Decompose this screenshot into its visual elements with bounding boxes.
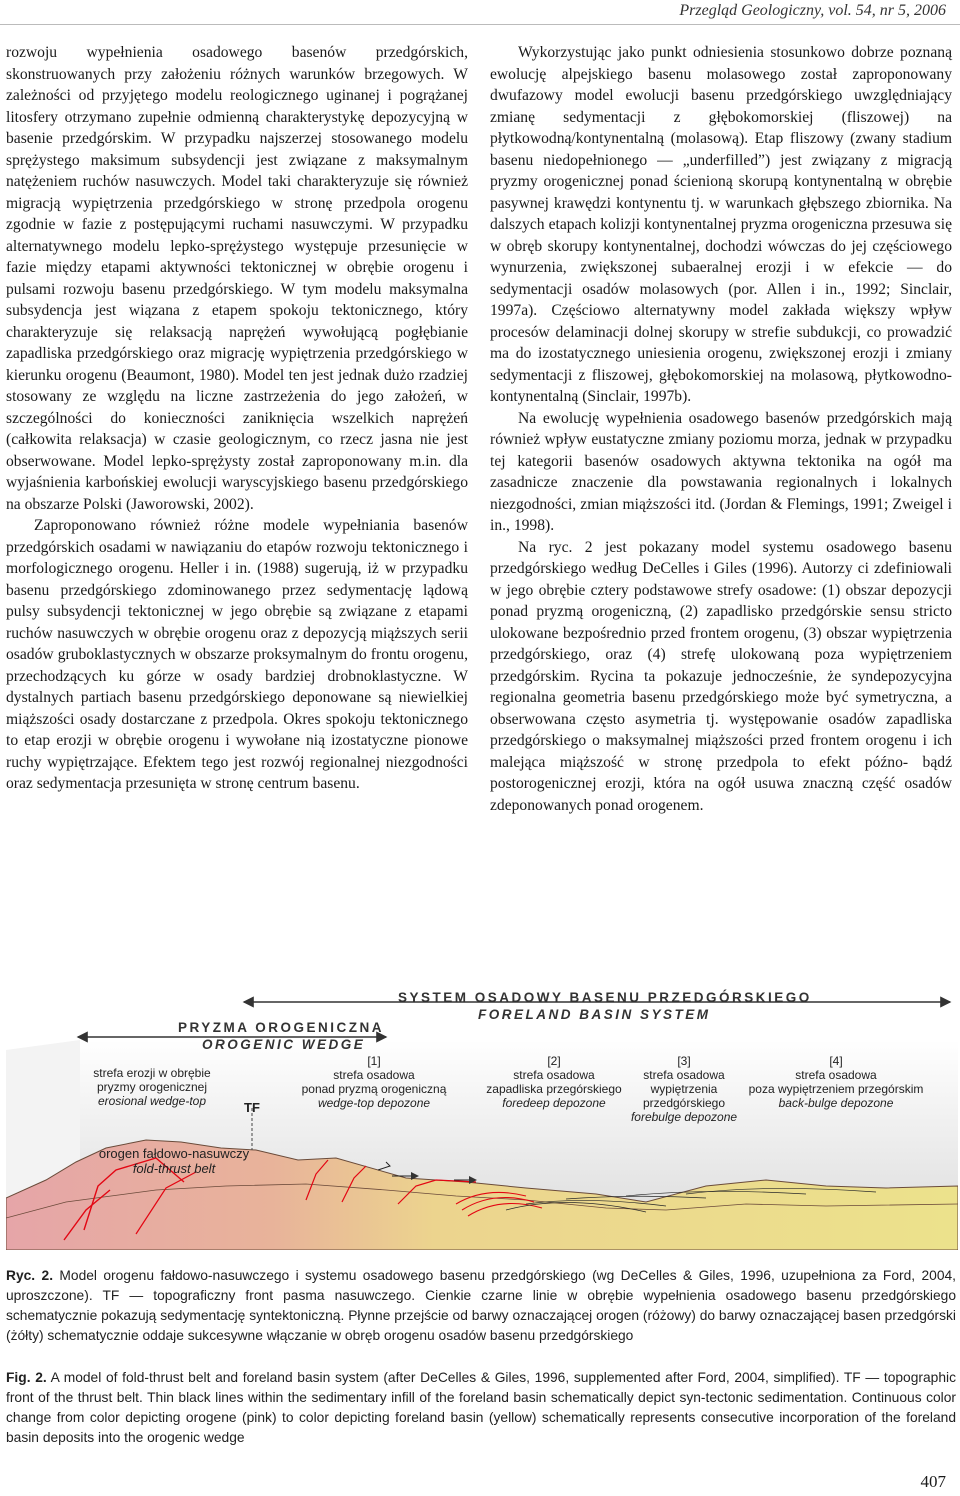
paragraph: Na ewolucję wypełnienia osadowego basenów przedgórskich mają również wpływ eustatyczne zmiany poziomu morza, jednak w przypadku tej kategorii basenów osadowych aktywna tektonika na ogół ma zasadnicze znaczenie dla powstawania regionalnych i lokalnych niezgodności, zmian miąższości itd. (Jordan & Flemings, 1991; Zweigel i in., 1998). [490,409,952,534]
figure-foreland-basin-model [6,990,958,1250]
paragraph: Zaproponowano również różne modele wypełniania basenów przedgórskich osadami w nawiązaniu do etapów rozwoju tektonicznego i morfologicznego orogenu. Heller i in. (1988) sugerują, iż w przypadku basenu przedgórskiego zdominowanego przez sedymentację lądową pulsy subsydencji tektonicznej w jego obrębie są związane z etapami ruchów nasuwczych w obrębie orogenu oraz z depozycją miąższych serii osadów gruboklastycznych w obszarze proksymalnym do frontu orogenu, przechodzących ku górze w osady bardziej drobnoklastyczne. W dystalnych partiach basenu przedgórskiego deponowane są niewielkiej miąższości osady dostarczane z przedpola. Okres spokoju tektonicznego to etap erozji w obrębie orogenu i wywołane nią izostatyczne pionowe ruchy wypiętrzające. Efektem tego jest rozwój regionalnej niezgodności oraz sedymentacja przesunięta w stronę centrum basenu. [6,517,468,792]
paragraph: Na ryc. 2 jest pokazany model systemu osadowego basenu przedgórskiego według DeCelles i Giles (1996). Autorzy ci zdefiniowali w jego obrębie cztery podstawowe strefy osadowe: (1) obszar depozycji ponad pryzmą orogeniczną, (2) zapadlisko przedgórskie sensu stricto ulokowane bezpośrednio przed frontem orogenu, (3) obszar wypiętrzenia przedgórskiego, oraz (4) strefę ulokowaną poza wypiętrzeniem przedgórskim. Rycina ta pokazuje jednocześnie, że syndepozycyjna regionalna geometria basenu przedgórskiego może być symetryczna, a obserwowana często asymetria tj. występowanie osadów zapadliska przedgórskiego o maksymalnej miąższości przed frontem orogenu i ich malejąca miąższość w stronę przedpola to efekt późno- bądź postorogenicznej erozji, która na ogół usuwa znaczną część osadów zdeponowanych ponad orogenem. [490,538,952,814]
figure-caption-pl [6,1266,956,1346]
erosional-zone-label [82,1066,222,1108]
caption-label: Fig. 2. [6,1370,47,1385]
zone-number: [3] [677,1054,691,1068]
zone-number: [2] [547,1054,561,1068]
label-line: erosional wedge-top [97,1094,207,1108]
label-line: forebulge depozone [630,1110,738,1124]
figure-caption-en [6,1368,956,1448]
label-line: strefa osadowa [513,1068,595,1082]
label-line: pryzmy orogenicznej [96,1080,208,1094]
label-line: poza wypiętrzeniem przegórskim [748,1082,924,1096]
label-line: strefa osadowa [643,1068,725,1082]
system-title-en: FORELAND BASIN SYSTEM [478,1007,711,1022]
label-line: wedge-top depozone [317,1096,431,1110]
caption-text: Model orogenu fałdowo-nasuwczego i systemu osadowego basenu przedgórskiego (wg DeCelles & Giles, 1996, uzupełniona za Ford, 2004, uproszczone). TF — topograficzny front pasma nasuwczego. Cienkie czarne linie w obrębie wypełnienia osadowego basenu przedgórskiego schematycznie pokazują sedymentację syntektoniczną. Płynne przejście od barwy oznaczającej orogen (różowy) do barwy oznaczającej basen przedgórski (żółty) schematycznie oddaje sukcesywne włączanie w obręb orogenu osadów basenu przedgórskiego [6,1268,956,1343]
paragraph: Wykorzystując jako punkt odniesienia stosunkowo dobrze poznaną ewolucję alpejskiego basenu molasowego został zaproponowany dwufazowy model ewolucji basenu przedgórskiego uwzględniający zmianę sedymentacji z głębokomorskiej (fliszowej) na płytkowodną/kontynentalną (molasową). Etap fliszowy (zwany stadium basenu niedopełnionego — „underfilled”) jest związany z migracją pryzmy orogenicznej ponad ścienioną skorupą kontynentalną w obrębie pasywnej krawędzi kontynentu tj. w warunkach głębszego zbiornika. Na dalszych etapach kolizji kontynentalnej pryzma orogeniczna przesuwa się w obręb skorupy kontynentalnej, dochodzi wówczas do jej częściowego wynurzenia, zwiększonej subaeralnej erozji i w efekcie — do sedymentacji osadów molasowych (por. Allen i in., 1992; Sinclair, 1997a). Częściowo alternatywny model zakłada większy wpływ procesów delaminacji dolnej skorupy w strefie subdukcji, co prowadzić ma do izostatycznego uniesienia orogenu, zwiększonej erozji i zmiany sedymentacji z fliszowej, głębokomorskiej na molasową, płytkowodno-kontynentalną (Sinclair, 1997b). [490,44,952,405]
tf-label: TF [244,1100,260,1115]
zone-number: [1] [367,1054,381,1068]
label-line: fold-thrust belt [132,1161,216,1176]
paragraph: rozwoju wypełnienia osadowego basenów przedgórskich, skonstruowanych przy założeniu różnych warunków brzegowych. W zależności od przyjętego modelu reologicznego uginanej i pogrążanej litosfery otrzymano zupełnie odmienną charakterystykę depozycyjną w basenie przedgórskim. W przypadku najszerzej stosowanego modelu sprężystego maksimum subsydencji jest związane z maksymalnym natężeniem ruchów nasuwczych. Model taki charakteryzuje się również migracją wypiętrzenia przedgórskiego w stronę przedpola orogenu zgodnie w fazie z postępującymi ruchami nasuwczymi. W przypadku alternatywnego modelu lepko-sprężystego występuje przesunięcie w fazie między etapami aktywności tektonicznej w obrębie orogenu i pulsami rozwoju basenu przedgórskiego. W tym modelu maksymalna subsydencja jest wiązana z etapem spokoju tektonicznego, który charakteryzuje się relaksacją naprężeń wywołującą pogłębianie zapadliska przedgórskiego oraz migrację wypiętrzenia przedgórskiego w kierunku orogenu (Beaumont, 1980). Model ten jest jednak dużo rzadziej stosowany ze względu na liczne zastrzeżenia do jego założeń, w szczególności do konieczności zaniknięcia wszelkich naprężeń (całkowita relaksacja) w czasie geologicznym, co rzecz jasna nie jest obserwowane. Model lepko-sprężysty został zaproponowany m.in. dla wyjaśnienia karbońskiej ewolucji waryscyjskiego basenu przedgórskiego na obszarze Polski (Jaworowski, 2002). [6,44,468,513]
zone-4-label [746,1054,926,1110]
page-number: 407 [920,1472,946,1491]
wedge-title-en: OROGENIC WEDGE [202,1037,366,1052]
zone-2-label [484,1054,624,1110]
label-line: foredeep depozone [502,1096,606,1110]
zone-number: [4] [829,1054,843,1068]
fold-thrust-belt-label [84,1146,264,1176]
label-line: wypiętrzenia [650,1082,718,1096]
label-line: przedgórskiego [642,1096,726,1110]
wedge-title-pl: PRYZMA OROGENICZNA [178,1020,384,1035]
label-line: strefa osadowa [795,1068,877,1082]
figure-diagram [6,990,958,1250]
label-line: orogen fałdowo-nasuwczy [98,1146,250,1161]
label-line: back-bulge depozone [778,1096,894,1110]
running-head: Przegląd Geologiczny, vol. 54, nr 5, 2006 [679,2,946,19]
caption-label: Ryc. 2. [6,1268,54,1283]
zone-3-label [624,1054,744,1124]
label-line: strefa osadowa [333,1068,415,1082]
text-column-right [490,42,952,816]
label-line: strefa erozji w obrębie [93,1066,211,1080]
label-line: ponad pryzmą orogeniczną [301,1082,447,1096]
zone-1-label [284,1054,464,1110]
caption-text: A model of fold-thrust belt and foreland basin system (after DeCelles & Giles, 1996, supplemented after Ford, 2004, simplified). TF — topographic front of the thrust belt. Thin black lines within the sedimentary infill of the foreland basin schematically depict syn-tectonic sedimentation. Continuous color change from color depicting orogene (pink) to color depicting foreland basin (yellow) schematically represents consecutive incorporation of the foreland basin deposits into the orogenic wedge [6,1370,956,1445]
label-line: zapadliska przegórskiego [486,1082,622,1096]
system-title-pl: SYSTEM OSADOWY BASENU PRZEDGÓRSKIEGO [398,990,812,1005]
header-rule [0,24,960,25]
text-column-left [6,42,468,795]
